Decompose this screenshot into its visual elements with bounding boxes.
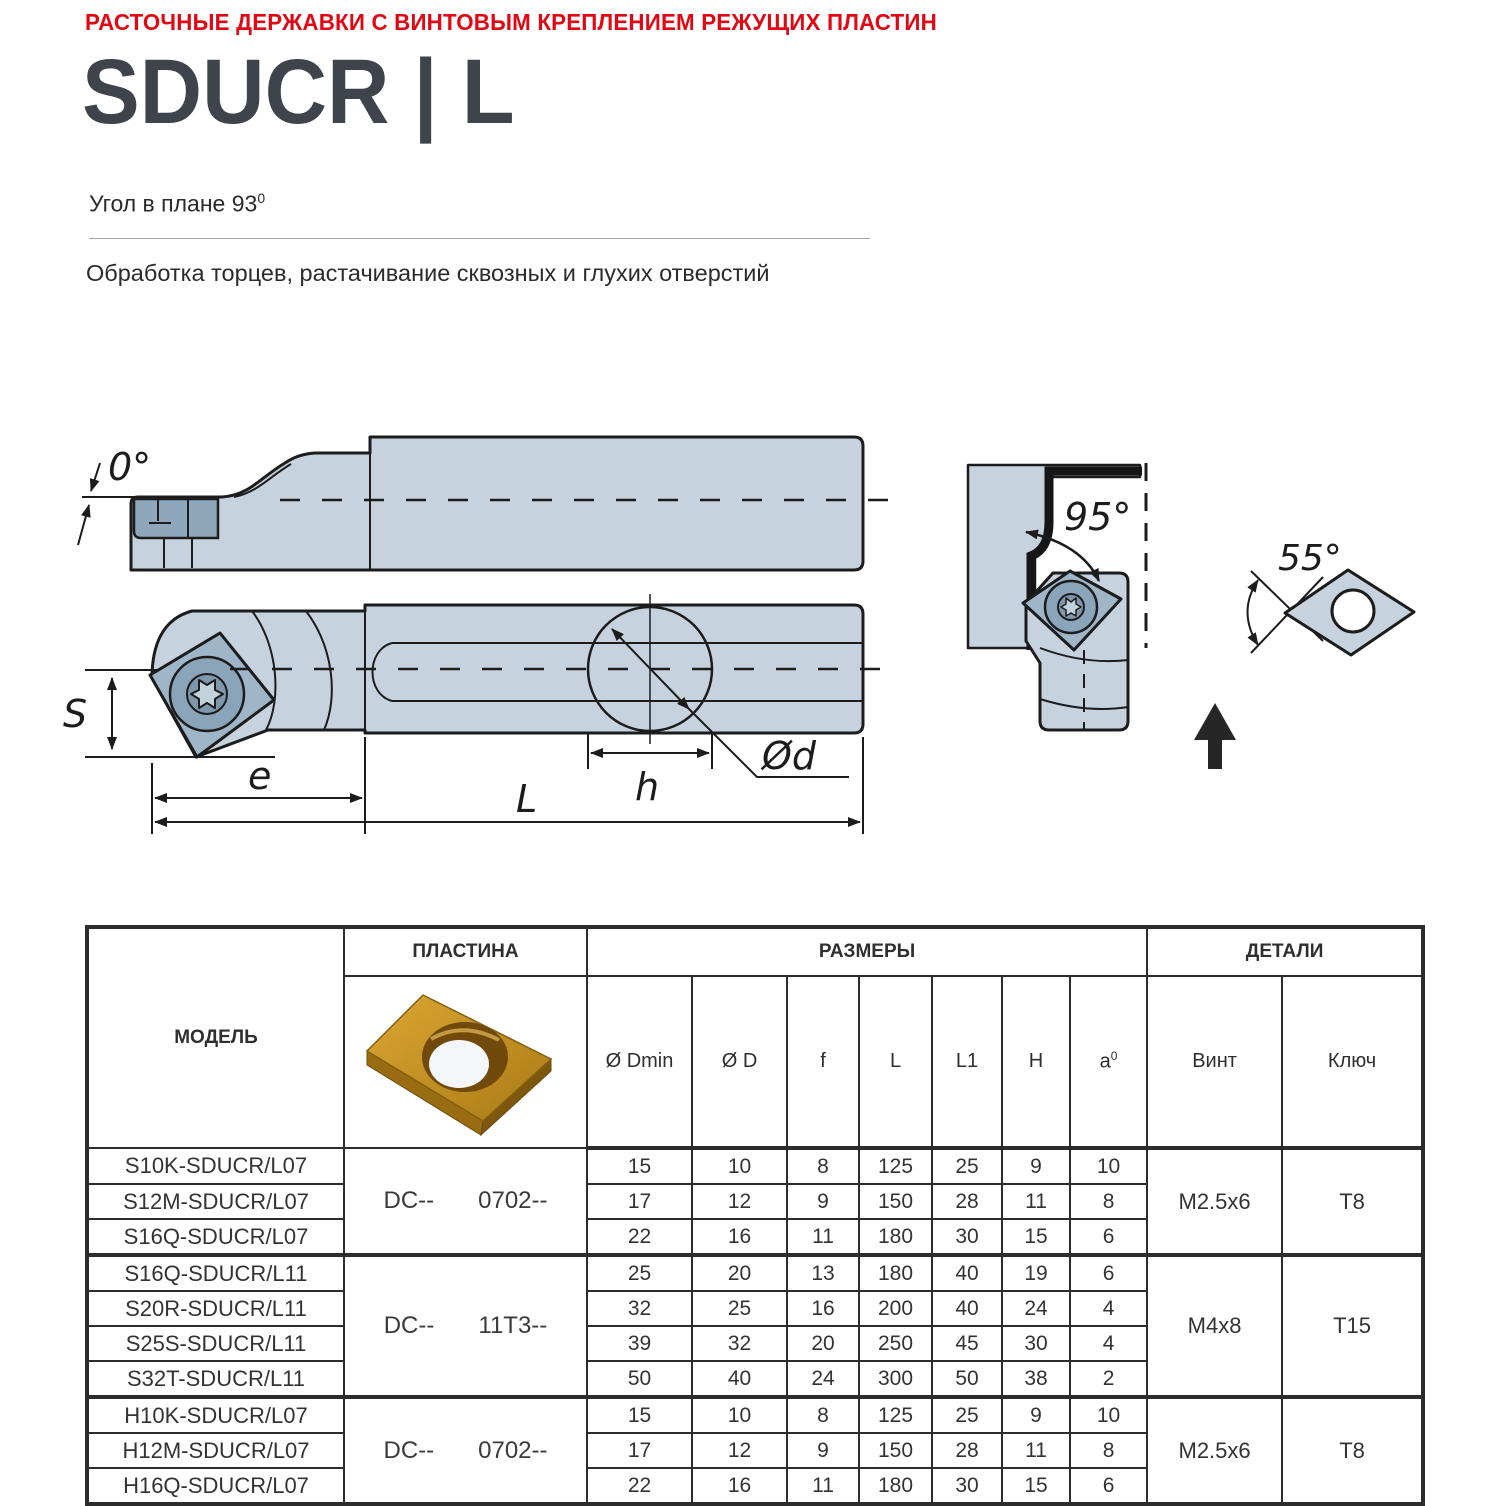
boring-bar-dimension-view	[63, 594, 888, 834]
dimension-value-cell: 30	[932, 1219, 1002, 1255]
model-cell: S16Q-SDUCR/L07	[87, 1219, 344, 1255]
dimension-value-cell: 180	[859, 1255, 932, 1291]
dimension-value-cell: 40	[932, 1291, 1002, 1326]
dimension-value-cell: 24	[787, 1361, 859, 1397]
dimension-value-cell: 15	[587, 1148, 692, 1184]
model-cell: S25S-SDUCR/L11	[87, 1326, 344, 1361]
dimension-value-cell: 180	[859, 1468, 932, 1504]
insert-code-left: DC--	[383, 1436, 435, 1464]
table-row	[87, 1148, 1423, 1184]
model-cell: H16Q-SDUCR/L07	[87, 1468, 344, 1504]
column-header-d: Ø D	[692, 976, 787, 1148]
page-kicker: РАСТОЧНЫЕ ДЕРЖАВКИ С ВИНТОВЫМ КРЕПЛЕНИЕМ РЕЖУЩИХ ПЛАСТИН	[85, 9, 937, 35]
dimension-value-cell: 4	[1070, 1326, 1147, 1361]
plan-angle-text: Угол в плане 93	[89, 190, 258, 217]
angle-arrow-lower	[78, 505, 89, 545]
column-header-h: H	[1002, 976, 1070, 1148]
insert-pocket	[134, 499, 218, 538]
dimension-value-cell: 8	[787, 1397, 859, 1433]
dimension-value-cell: 20	[787, 1326, 859, 1361]
insert-photo	[353, 977, 578, 1142]
dimension-value-cell: 13	[787, 1255, 859, 1291]
dimension-value-cell: 24	[1002, 1291, 1070, 1326]
dimension-value-cell: 32	[692, 1326, 787, 1361]
column-header-key: Ключ	[1282, 976, 1423, 1148]
insert-code-cell	[344, 1255, 587, 1397]
dimension-value-cell: 150	[859, 1184, 932, 1219]
dim-s-label: S	[63, 692, 88, 736]
model-cell: S32T-SDUCR/L11	[87, 1361, 344, 1397]
dimension-value-cell: 32	[587, 1291, 692, 1326]
dimension-value-cell: 10	[1070, 1397, 1147, 1433]
dimension-value-cell: 15	[1002, 1468, 1070, 1504]
dimension-value-cell: 6	[1070, 1468, 1147, 1504]
dimension-value-cell: 16	[692, 1468, 787, 1504]
dimension-value-cell: 8	[1070, 1184, 1147, 1219]
feed-direction-arrow	[1194, 703, 1236, 769]
dimension-value-cell: 4	[1070, 1291, 1147, 1326]
dimension-value-cell: 6	[1070, 1219, 1147, 1255]
alpha-base: a	[1099, 1050, 1111, 1073]
dimension-value-cell: 9	[787, 1433, 859, 1468]
dimension-value-cell: 19	[1002, 1255, 1070, 1291]
dimension-value-cell: 25	[692, 1291, 787, 1326]
dimension-value-cell: 25	[587, 1255, 692, 1291]
dimension-value-cell: 10	[1070, 1148, 1147, 1184]
screw-cell: M2.5x6	[1147, 1397, 1282, 1504]
dim-l-label: L	[516, 777, 538, 821]
insert-shape-view	[1248, 538, 1415, 655]
dimension-value-cell: 6	[1070, 1255, 1147, 1291]
dimension-value-cell: 40	[692, 1361, 787, 1397]
dimension-value-cell: 2	[1070, 1361, 1147, 1397]
model-cell: S16Q-SDUCR/L11	[87, 1255, 344, 1291]
insert-code-right: 0702--	[478, 1436, 548, 1464]
column-header-dmin: Ø Dmin	[587, 976, 692, 1148]
dimension-value-cell: 22	[587, 1468, 692, 1504]
model-cell: S10K-SDUCR/L07	[87, 1148, 344, 1184]
screw-cell: M4x8	[1147, 1255, 1282, 1397]
table-row	[87, 1255, 1423, 1291]
dimension-value-cell: 38	[1002, 1361, 1070, 1397]
model-cell: H12M-SDUCR/L07	[87, 1433, 344, 1468]
dimension-value-cell: 11	[787, 1468, 859, 1504]
dimension-value-cell: 300	[859, 1361, 932, 1397]
dimension-value-cell: 45	[932, 1326, 1002, 1361]
dimension-value-cell: 9	[1002, 1148, 1070, 1184]
dimension-value-cell: 50	[587, 1361, 692, 1397]
dimension-value-cell: 150	[859, 1433, 932, 1468]
insert-code-left: DC--	[383, 1312, 435, 1339]
dimension-value-cell: 25	[932, 1397, 1002, 1433]
page-description: Обработка торцев, растачивание сквозных и глухих отверстий	[86, 260, 770, 286]
dimension-value-cell: 17	[587, 1433, 692, 1468]
table-row	[87, 1397, 1423, 1433]
dimension-value-cell: 8	[1070, 1433, 1147, 1468]
dimension-value-cell: 22	[587, 1219, 692, 1255]
dimension-value-cell: 16	[692, 1219, 787, 1255]
key-cell: T8	[1282, 1148, 1423, 1255]
key-cell: T15	[1282, 1255, 1423, 1397]
insert-hole-opening	[429, 1040, 489, 1088]
column-header-insert: ПЛАСТИНА	[344, 927, 587, 976]
dimension-value-cell: 16	[787, 1291, 859, 1326]
column-group-dimensions: РАЗМЕРЫ	[587, 927, 1147, 976]
insert-code-right: 11T3--	[478, 1312, 548, 1339]
dimension-value-cell: 28	[932, 1184, 1002, 1219]
angle-55-arc	[1248, 580, 1259, 645]
column-header-f: f	[787, 976, 859, 1148]
specification-table	[85, 925, 1425, 1506]
bar-outline	[131, 437, 863, 570]
column-header-screw: Винт	[1147, 976, 1282, 1148]
model-cell: S12M-SDUCR/L07	[87, 1184, 344, 1219]
screw-cell: M2.5x6	[1147, 1148, 1282, 1255]
angle-55-label: 55°	[1278, 538, 1342, 579]
dim-d-label: Ød	[762, 734, 817, 778]
dimension-value-cell: 10	[692, 1148, 787, 1184]
insert-code-cell	[344, 1148, 587, 1255]
dimension-value-cell: 28	[932, 1433, 1002, 1468]
dimension-value-cell: 20	[692, 1255, 787, 1291]
dimension-value-cell: 50	[932, 1361, 1002, 1397]
column-header-model: МОДЕЛЬ	[87, 927, 344, 1148]
dimension-value-cell: 25	[932, 1148, 1002, 1184]
angle-arrow-upper	[91, 463, 100, 491]
key-cell: T8	[1282, 1397, 1423, 1504]
dimension-value-cell: 15	[1002, 1219, 1070, 1255]
dim-e-label: e	[248, 754, 272, 798]
dimension-value-cell: 180	[859, 1219, 932, 1255]
dimension-value-cell: 30	[932, 1468, 1002, 1504]
dimension-value-cell: 11	[1002, 1184, 1070, 1219]
plan-angle-sup: 0	[257, 190, 266, 206]
dimension-value-cell: 125	[859, 1397, 932, 1433]
dimension-value-cell: 40	[932, 1255, 1002, 1291]
column-header-alpha	[1070, 976, 1147, 1148]
dimension-value-cell: 12	[692, 1184, 787, 1219]
insert-hole	[1332, 590, 1374, 632]
dimension-value-cell: 11	[787, 1219, 859, 1255]
page-title: SDUCR | L	[82, 41, 515, 143]
angle-95-label: 95°	[1064, 495, 1132, 539]
model-cell: S20R-SDUCR/L11	[87, 1291, 344, 1326]
column-header-l: L	[859, 976, 932, 1148]
insert-photo-cell	[344, 976, 587, 1148]
dimension-value-cell: 11	[1002, 1433, 1070, 1468]
column-header-l1: L1	[932, 976, 1002, 1148]
column-group-details: ДЕТАЛИ	[1147, 927, 1423, 976]
insert-code-left: DC--	[383, 1187, 435, 1214]
angle-0-label: 0°	[108, 445, 152, 489]
dimension-value-cell: 200	[859, 1291, 932, 1326]
tool-workpiece-view	[968, 463, 1236, 769]
dimension-value-cell: 9	[1002, 1397, 1070, 1433]
boring-bar-top-view	[78, 437, 888, 570]
dimension-value-cell: 12	[692, 1433, 787, 1468]
dimension-value-cell: 250	[859, 1326, 932, 1361]
dimension-value-cell: 30	[1002, 1326, 1070, 1361]
dimension-value-cell: 9	[787, 1184, 859, 1219]
dimension-value-cell: 39	[587, 1326, 692, 1361]
dim-h-label: h	[635, 765, 660, 809]
dimension-value-cell: 125	[859, 1148, 932, 1184]
dimension-value-cell: 8	[787, 1148, 859, 1184]
dimension-value-cell: 15	[587, 1397, 692, 1433]
insert-code-right: 0702--	[478, 1187, 548, 1214]
dimension-value-cell: 17	[587, 1184, 692, 1219]
dimension-value-cell: 10	[692, 1397, 787, 1433]
model-cell: H10K-SDUCR/L07	[87, 1397, 344, 1433]
insert-code-cell	[344, 1397, 587, 1504]
alpha-sup: 0	[1110, 1049, 1118, 1064]
